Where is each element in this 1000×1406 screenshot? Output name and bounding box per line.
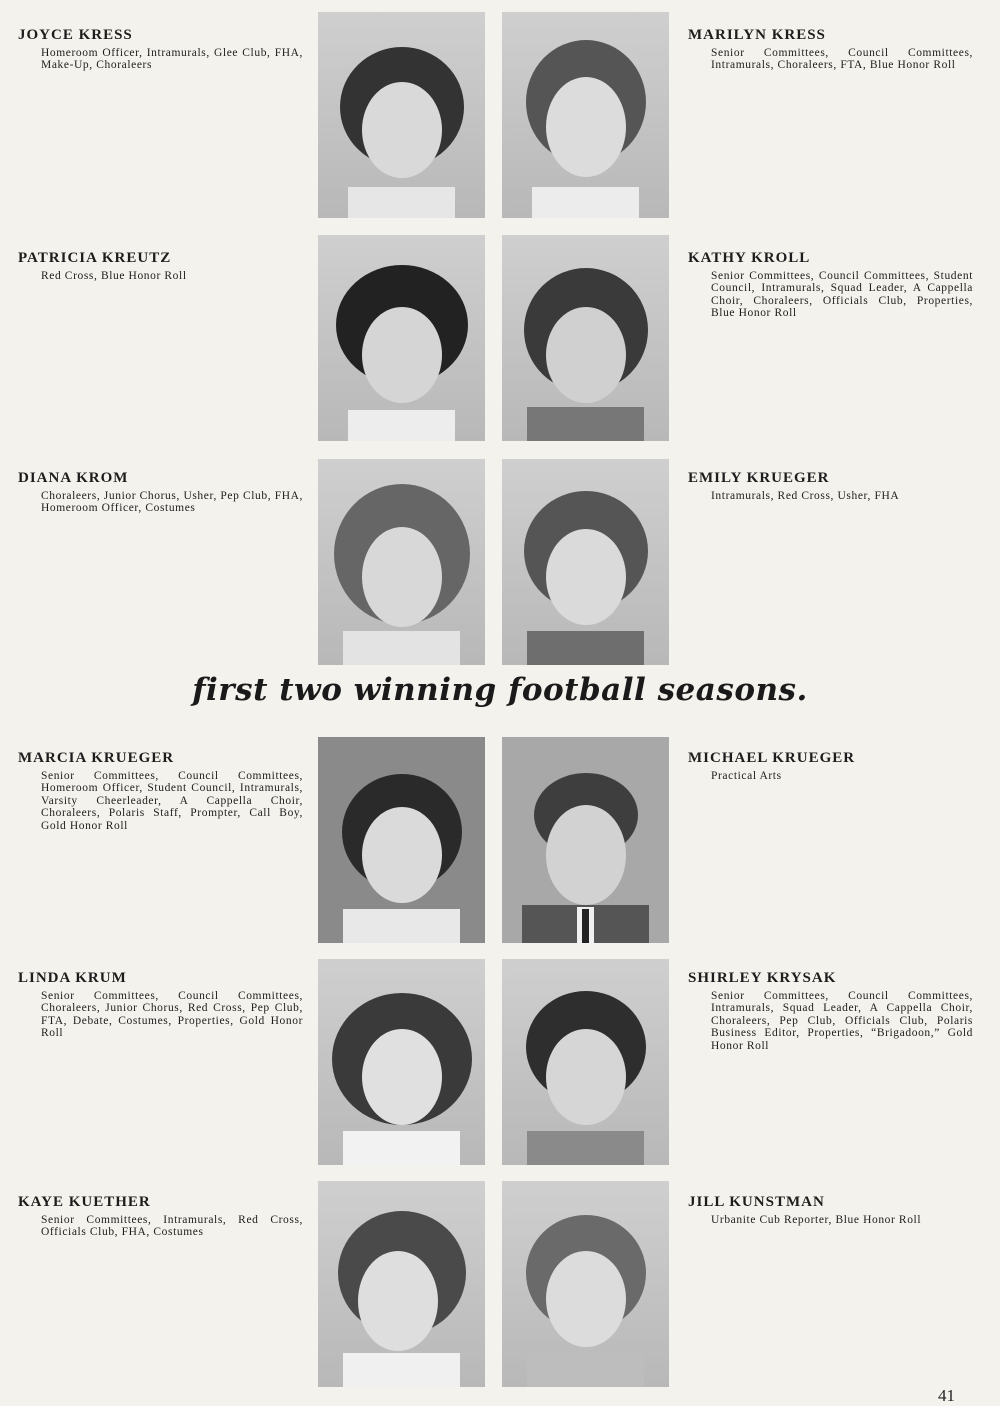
student-portrait [318,959,485,1165]
student-entry [18,27,303,72]
student-portrait [502,12,669,218]
student-name: MARCIA KRUEGER [18,750,175,766]
student-name: SHIRLEY KRYSAK [688,970,837,986]
student-portrait [502,959,669,1165]
student-activities: Intramurals, Red Cross, Usher, FHA [711,490,900,502]
student-portrait [502,459,669,665]
student-activities: Practical Arts [711,770,782,782]
student-entry [18,250,303,282]
student-activities: Homeroom Officer, Intramurals, Glee Club, FHA, Make-Up, Choraleers [41,47,303,72]
student-activities: Senior Committees, Council Committees, Homeroom Officer, Student Council, Intramurals, Varsity Cheerleader, A Cappella Choir, Choraleers, Polaris Staff, Prompter, Call Boy, Gold Honor Roll [41,770,303,832]
student-entry [688,250,973,320]
student-entry [688,1194,973,1226]
student-entry [18,470,303,515]
student-name: PATRICIA KREUTZ [18,250,172,266]
student-activities: Senior Committees, Council Committees, Intramurals, Squad Leader, A Cappella Choir, Choraleers, Pep Club, Officials Club, Polaris Business Editor, Properties, “Brigadoon,” Gold Honor Roll [711,990,973,1052]
student-activities: Senior Committees, Council Committees, Student Council, Intramurals, Squad Leader, A Cappella Choir, Choraleers, Officials Club, Properties, Blue Honor Roll [711,270,973,320]
student-name: EMILY KRUEGER [688,470,830,486]
student-activities: Senior Committees, Council Committees, Intramurals, Choraleers, FTA, Blue Honor Roll [711,47,973,72]
student-portrait [318,12,485,218]
student-activities: Urbanite Cub Reporter, Blue Honor Roll [711,1214,922,1226]
student-activities: Senior Committees, Intramurals, Red Cross, Officials Club, FHA, Costumes [41,1214,303,1239]
student-activities: Senior Committees, Council Committees, Choraleers, Junior Chorus, Red Cross, Pep Club, FTA, Debate, Costumes, Properties, Gold Honor Roll [41,990,303,1040]
student-name: LINDA KRUM [18,970,127,986]
student-name: MICHAEL KRUEGER [688,750,856,766]
student-entry [688,970,973,1052]
student-activities: Choraleers, Junior Chorus, Usher, Pep Club, FHA, Homeroom Officer, Costumes [41,490,303,515]
student-portrait [318,737,485,943]
student-activities: Red Cross, Blue Honor Roll [41,270,187,282]
student-portrait [318,1181,485,1387]
student-entry [18,970,303,1040]
student-entry [688,27,973,72]
student-portrait [318,235,485,441]
page-tagline: first two winning football seasons. [192,672,808,708]
page-number: 41 [938,1386,955,1405]
student-entry [688,750,973,782]
student-portrait [318,459,485,665]
student-name: JOYCE KRESS [18,27,133,43]
student-name: KATHY KROLL [688,250,811,266]
student-entry [688,470,973,502]
student-portrait [502,1181,669,1387]
student-portrait [502,235,669,441]
student-name: MARILYN KRESS [688,27,826,43]
student-name: KAYE KUETHER [18,1194,151,1210]
student-portrait [502,737,669,943]
student-entry [18,750,303,832]
student-name: JILL KUNSTMAN [688,1194,825,1210]
student-name: DIANA KROM [18,470,129,486]
student-entry [18,1194,303,1239]
